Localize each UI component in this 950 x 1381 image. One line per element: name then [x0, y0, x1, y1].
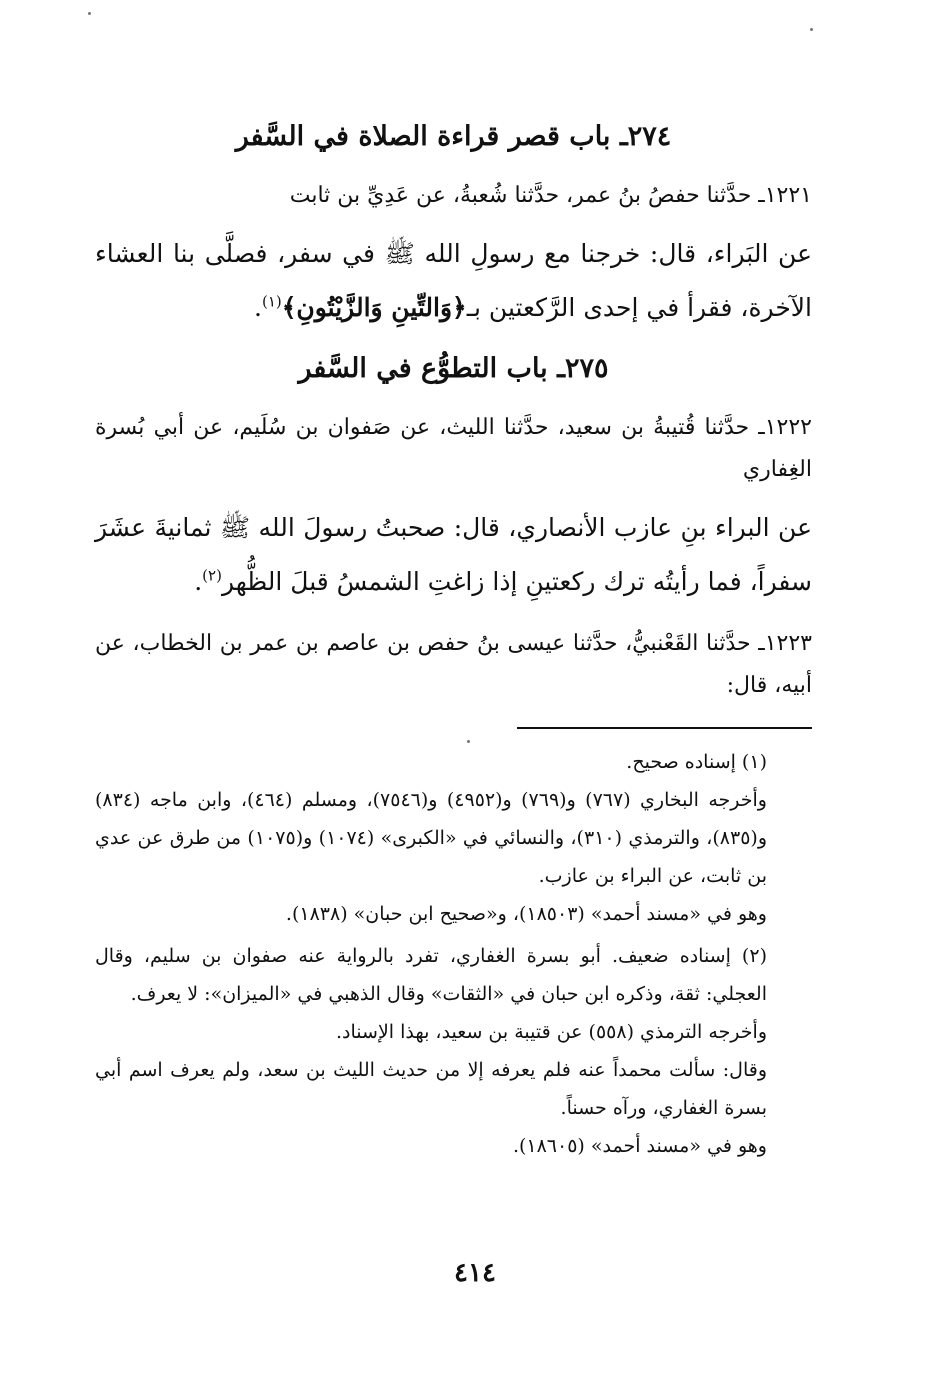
- hadith-1221-matn: [95, 227, 812, 335]
- hadith-1221-text: عن البَراء، قال: خرجنا مع رسولِ الله ﷺ في سفر، فصلَّى بنا العشاء الآخرة، فقرأ في إحدى الرَّكعتين بـ: [95, 239, 812, 322]
- hadith-1222-text: عن البراء بنِ عازب الأنصاري، قال: صحبتُ رسولَ الله ﷺ ثمانيةَ عشَرَ سفراً، فما رأيتُه ترك ركعتينِ إذا زاغتِ الشمسُ قبلَ الظُّهر: [95, 513, 812, 596]
- scan-speck: [467, 740, 470, 743]
- quran-verse: ﴿وَالتِّينِ وَالزَّيْتُونِ﴾: [281, 293, 467, 322]
- footnote-2-line: (٢) إسناده ضعيف. أبو بسرة الغفاري، تفرد بالرواية عنه صفوان بن سليم، وقال العجلي: ثقة، وذكره ابن حبان في «الثقات» وقال الذهبي في «الميزان»: لا يعرف.: [95, 945, 767, 1005]
- hadith-1222-isnad: ١٢٢٢ـ حدَّثنا قُتيبةُ بن سعيد، حدَّثنا الليث، عن صَفوان بن سُلَيم، عن أبي بُسرة الغِفاري: [95, 415, 812, 482]
- footnote-1-line: (١) إسناده صحيح.: [626, 751, 767, 773]
- hadith-1223-isnad: ١٢٢٣ـ حدَّثنا القَعْنبيُّ، حدَّثنا عيسى بنُ حفص بن عاصم بن عمر بن الخطاب، عن أبيه، قال:: [95, 631, 812, 698]
- footnote-2: [95, 937, 812, 1165]
- chapter-title-275: ٢٧٥ـ باب التطوُّع في السَّفر: [298, 353, 609, 384]
- page-number: ٤١٤: [454, 1258, 496, 1288]
- footnote-divider: [517, 727, 812, 729]
- hadith-1222-end: .: [194, 567, 203, 596]
- hadith-1221-end: .: [254, 293, 262, 322]
- hadith-1222-matn: [95, 501, 812, 609]
- footnote-2-line: وقال: سألت محمداً عنه فلم يعرفه إلا من حديث الليث بن سعد، ولم يعرف اسم أبي بسرة الغفاري، ورآه حسناً.: [95, 1059, 767, 1119]
- page-body: [95, 105, 812, 1169]
- scan-speck: [88, 12, 91, 15]
- footnote-1: [95, 743, 812, 933]
- footnote-1-line: وأخرجه البخاري (٧٦٧) و(٧٦٩) و(٤٩٥٢) و(٧٥٤٦)، ومسلم (٤٦٤)، وابن ماجه (٨٣٤) و(٨٣٥)، والترمذي (٣١٠)، والنسائي في «الكبرى» (١٠٧٤) و(١٠٧٥) من طرق عن عدي بن ثابت، عن البراء بن عازب.: [95, 789, 768, 887]
- footnote-ref-1[interactable]: (١): [261, 292, 282, 311]
- scan-speck: [810, 28, 813, 31]
- footnote-1-line: وهو في «مسند أحمد» (١٨٥٠٣)، و«صحيح ابن حبان» (١٨٣٨).: [285, 903, 767, 925]
- footnote-ref-2[interactable]: (٢): [202, 566, 222, 585]
- chapter-title-274: ٢٧٤ـ باب قصر قراءة الصلاة في السَّفر: [235, 121, 672, 152]
- hadith-1221-isnad: ١٢٢١ـ حدَّثنا حفصُ بنُ عمر، حدَّثنا شُعبةُ، عن عَدِيِّ بن ثابت: [289, 183, 812, 208]
- footnote-2-line: وهو في «مسند أحمد» (١٨٦٠٥).: [512, 1135, 767, 1157]
- footnote-2-line: وأخرجه الترمذي (٥٥٨) عن قتيبة بن سعيد، بهذا الإسناد.: [336, 1021, 767, 1043]
